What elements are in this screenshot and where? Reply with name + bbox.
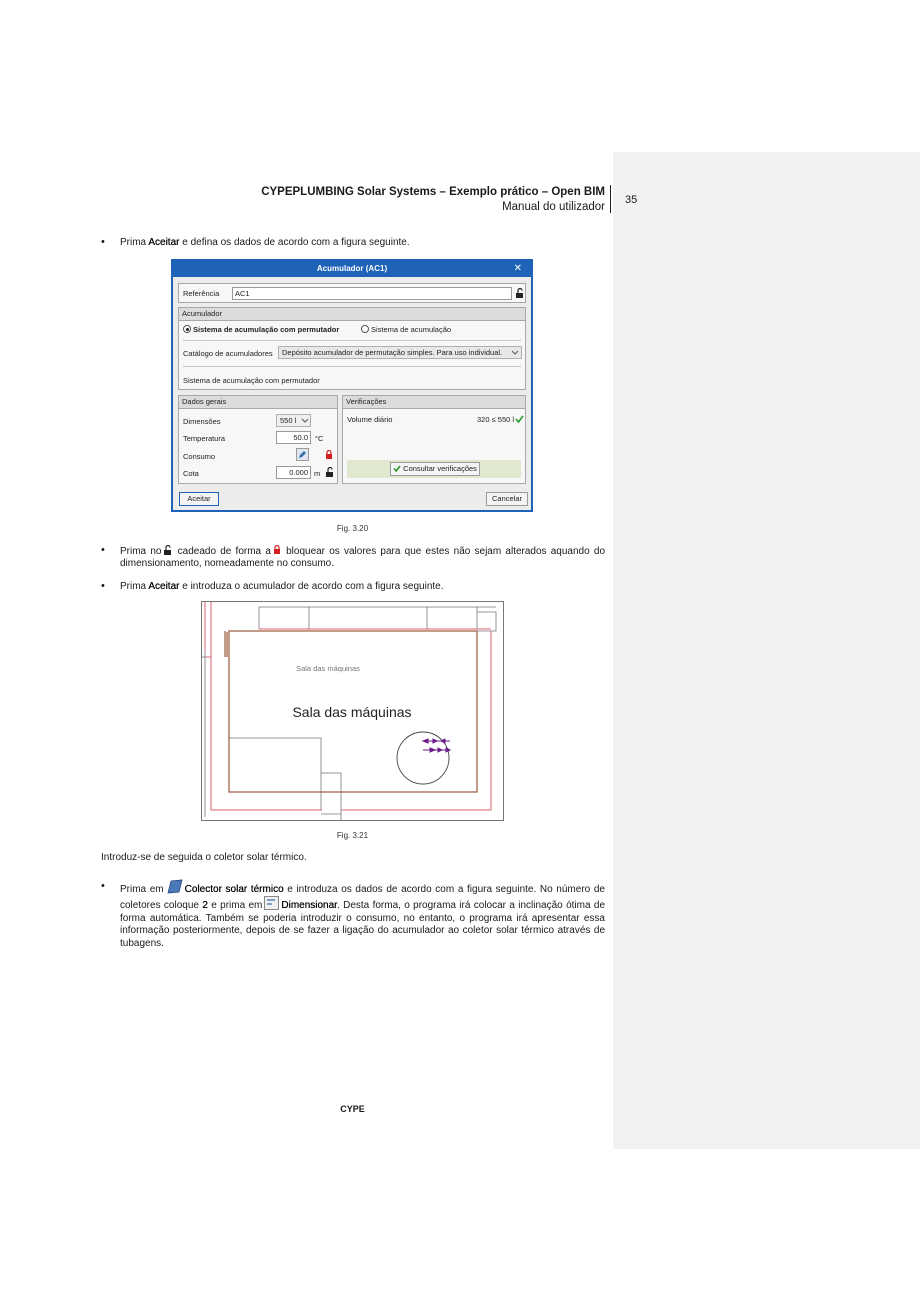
text: cadeado de forma a: [173, 546, 271, 557]
elevation-unit: m: [314, 469, 321, 478]
bullet: •: [101, 544, 105, 556]
catalog-select[interactable]: [278, 346, 522, 359]
unlock-icon[interactable]: [515, 288, 525, 299]
reference-input[interactable]: AC1: [232, 287, 512, 300]
room-label-small: Sala das máquinas: [296, 664, 360, 673]
text: Prima em: [120, 884, 164, 895]
daily-volume-value: 320 ≤ 550 l: [477, 415, 515, 424]
button-label: Consultar verificações: [403, 464, 477, 473]
section-header: Dados gerais: [179, 396, 337, 409]
accept-button[interactable]: Aceitar: [179, 492, 219, 506]
paragraph-1: [120, 237, 605, 249]
radio-accumulation[interactable]: [361, 325, 451, 334]
verifications-box: [342, 395, 526, 484]
figure-caption: Fig. 3.20: [336, 524, 369, 533]
text: . Desta forma, o programa irá colocar a inclinação ótima de forma automática. Também se poderia introduzir o consumo, no entanto, o programa irá apresentar essa informação posteriormente, depois de se fazer a ligação do acumulador ao coletor solar térmico através de tubagens.: [120, 900, 606, 949]
text: e defina os dados de acordo com a figura seguinte.: [179, 237, 410, 248]
catalog-label: Catálogo de acumuladores: [183, 349, 273, 358]
check-icon: [393, 465, 401, 472]
chevron-down-icon: [511, 350, 519, 356]
bold-text: Aceitar: [148, 581, 180, 592]
dimensions-label: Dimensões: [183, 417, 221, 426]
text: Prima: [120, 237, 149, 248]
bullet: •: [101, 580, 105, 592]
page-footer: CYPE: [340, 1104, 365, 1114]
radio-label: Sistema de acumulação com permutador: [193, 325, 340, 334]
general-data-box: [178, 395, 338, 484]
floor-plan-figure: [201, 601, 505, 822]
text: Prima no: [120, 546, 162, 557]
section-header: Acumulador: [179, 308, 525, 321]
system-note: Sistema de acumulação com permutador: [183, 376, 320, 385]
unlock-icon[interactable]: [325, 467, 335, 478]
consumption-label: Consumo: [183, 452, 216, 461]
catalog-value: Depósito acumulador de permutação simples. Para uso individual.: [282, 348, 503, 357]
header-title: CYPEPLUMBING Solar Systems – Exemplo prático – Open BIM: [261, 186, 605, 198]
text: e introduza os dados de acordo com a figura seguinte. No número de coletores coloque: [120, 884, 605, 912]
paragraph-4: Introduz-se de seguida o coletor solar térmico.: [101, 852, 307, 863]
text: e introduza o acumulador de acordo com a figura seguinte.: [179, 581, 444, 592]
section-header: Verificações: [343, 396, 525, 409]
chevron-down-icon: [301, 418, 309, 424]
solar-collector-icon: [166, 879, 183, 894]
elevation-label: Cota: [183, 469, 199, 478]
elevation-input[interactable]: 0.000: [276, 466, 311, 479]
bullet: •: [101, 880, 105, 892]
dialog-titlebar: [173, 261, 531, 277]
bold-text: Aceitar: [148, 237, 180, 248]
text: e prima em: [207, 900, 263, 912]
comments-margin: [613, 152, 920, 1149]
pencil-icon: [298, 450, 307, 459]
radio-icon: [361, 325, 369, 333]
paragraph-5: [120, 879, 605, 950]
paragraph-2: [120, 545, 605, 571]
separator: [183, 340, 521, 341]
radio-label: Sistema de acumulação: [371, 325, 452, 334]
temperature-label: Temperatura: [183, 434, 226, 443]
bold-text: Colector solar térmico: [184, 884, 284, 895]
room-label-large: Sala das máquinas: [292, 704, 412, 720]
edit-consumption-button[interactable]: [296, 448, 309, 461]
daily-volume-label: Volume diário: [347, 415, 393, 424]
check-icon: [515, 415, 524, 423]
radio-with-exchanger[interactable]: [183, 325, 339, 334]
cancel-button[interactable]: Cancelar: [486, 492, 528, 506]
header-divider: [610, 185, 611, 213]
check-verifications-button[interactable]: [390, 462, 480, 476]
temperature-input[interactable]: 50.0: [276, 431, 311, 444]
header-subtitle: Manual do utilizador: [502, 201, 605, 213]
dimensions-value: 550 l: [280, 416, 297, 425]
temperature-unit: °C: [315, 434, 324, 443]
dialog-title: Acumulador (AC1): [316, 264, 388, 273]
reference-box: [178, 283, 526, 303]
close-icon[interactable]: ✕: [513, 263, 522, 274]
text: bloquear os valores para que estes não sejam alterados aquando do dimensionamento, nomeadamente no consumo.: [120, 546, 606, 570]
lock-icon: [273, 545, 282, 555]
page-number: 35: [625, 194, 638, 206]
lock-icon[interactable]: [325, 450, 333, 459]
text: Prima: [120, 581, 149, 592]
paragraph-3: [120, 581, 605, 593]
bold-text: Dimensionar: [281, 900, 337, 912]
bold-text: 2: [202, 900, 208, 912]
accumulator-dialog: [171, 259, 533, 512]
bullet: •: [101, 236, 105, 248]
reference-label: Referência: [183, 289, 220, 298]
accumulator-box: [178, 307, 526, 390]
unlock-icon: [163, 545, 173, 555]
dimension-icon: [264, 896, 279, 910]
radio-selected-icon: [183, 325, 191, 333]
figure-caption: Fig. 3.21: [336, 831, 369, 840]
separator: [183, 366, 521, 367]
